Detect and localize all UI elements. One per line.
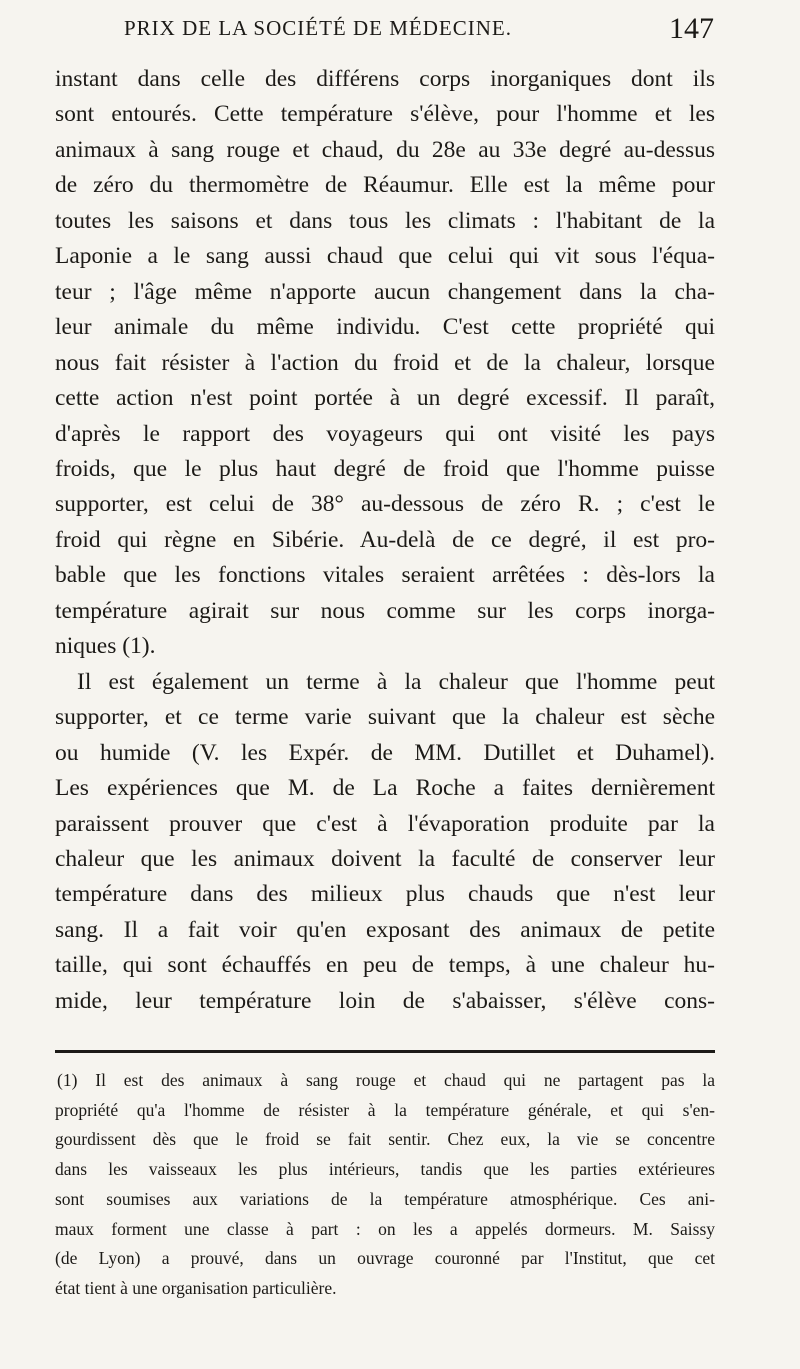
text-line: mide, leur température loin de s'abaisser, s'élève cons-	[55, 987, 715, 1014]
text-line: paraissent prouver que c'est à l'évaporation produite par la	[55, 810, 715, 837]
text-line: sont entourés. Cette température s'élève, pour l'homme et les	[55, 101, 715, 128]
footnote-line: (1) Il est des animaux à sang rouge et chaud qui ne partagent pas la	[57, 1070, 715, 1090]
text-line: supporter, est celui de 38° au-dessous de zéro R. ; c'est le	[55, 491, 715, 518]
page-header	[84, 8, 714, 54]
footnote-line: propriété qu'a l'homme de résister à la température générale, et qui s'en-	[55, 1099, 715, 1120]
text-line: taille, qui sont échauffés en peu de temps, à une chaleur hu-	[55, 952, 715, 979]
text-line: animaux à sang rouge et chaud, du 28e au 33e degré au-dessus	[55, 136, 715, 163]
text-line: chaleur que les animaux doivent la faculté de conserver leur	[55, 845, 715, 872]
footnote-line: sont soumises aux variations de la température atmosphérique. Ces ani-	[55, 1188, 715, 1209]
footnote-line: dans les vaisseaux les plus intérieurs, tandis que les parties extérieures	[55, 1159, 715, 1180]
footnote-line: gourdissent dès que le froid se fait sentir. Chez eux, la vie se concentre	[55, 1129, 715, 1150]
text-line: Il est également un terme à la chaleur que l'homme peut	[77, 668, 715, 695]
page-number: 147	[669, 12, 714, 45]
text-line: froid qui règne en Sibérie. Au-delà de ce degré, il est pro-	[55, 526, 715, 553]
footnote-rule	[55, 1050, 715, 1053]
main-text	[55, 62, 715, 1019]
footnote	[55, 1066, 715, 1304]
text-line: instant dans celle des différens corps inorganiques dont ils	[55, 66, 715, 92]
text-line: Laponie a le sang aussi chaud que celui qui vit sous l'équa-	[55, 243, 715, 270]
text-line: nous fait résister à l'action du froid et de la chaleur, lorsque	[55, 349, 715, 376]
text-line: bable que les fonctions vitales seraient arrêtées : dès-lors la	[55, 562, 715, 589]
text-line: toutes les saisons et dans tous les climats : l'habitant de la	[55, 207, 715, 234]
running-title: PRIX DE LA SOCIÉTÉ DE MÉDECINE.	[124, 16, 512, 40]
footnote-line: état tient à une organisation particulière.	[55, 1277, 337, 1298]
text-line: froids, que le plus haut degré de froid que l'homme puisse	[55, 455, 715, 482]
text-line: ou humide (V. les Expér. de MM. Dutillet et Duhamel).	[55, 739, 715, 766]
text-line: cette action n'est point portée à un degré excessif. Il paraît,	[55, 385, 715, 412]
text-line: d'après le rapport des voyageurs qui ont visité les pays	[55, 420, 715, 447]
text-line: de zéro du thermomètre de Réaumur. Elle est la même pour	[55, 172, 715, 199]
text-line: Les expériences que M. de La Roche a faites dernièrement	[55, 775, 715, 802]
footnote-line: (de Lyon) a prouvé, dans un ouvrage couronné par l'Institut, que cet	[55, 1248, 715, 1269]
text-line: leur animale du même individu. C'est cette propriété qui	[55, 314, 715, 341]
text-line: sang. Il a fait voir qu'en exposant des animaux de petite	[55, 916, 715, 943]
text-line: niques (1).	[55, 633, 156, 660]
text-line: teur ; l'âge même n'apporte aucun changement dans la cha-	[55, 278, 715, 305]
text-line: température agirait sur nous comme sur les corps inorga-	[55, 597, 715, 624]
footnote-line: maux forment une classe à part : on les a appelés dormeurs. M. Saissy	[55, 1218, 715, 1239]
text-line: température dans des milieux plus chauds que n'est leur	[55, 881, 715, 908]
text-line: supporter, et ce terme varie suivant que la chaleur est sèche	[55, 704, 715, 731]
